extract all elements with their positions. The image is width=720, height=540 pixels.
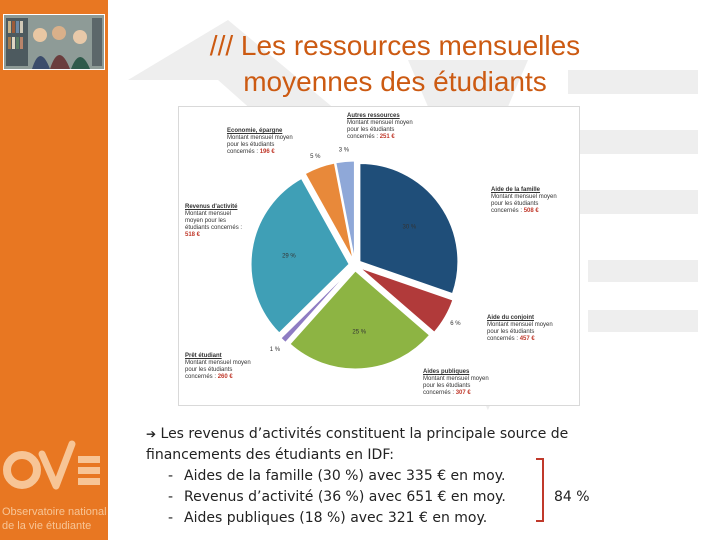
callout-conjoint-amount: 457 € <box>519 336 535 342</box>
logo-text-line1: Observatoire national <box>2 506 107 518</box>
callout-pret-l2: pour les étudiants <box>185 367 233 373</box>
callout-famille-amount: 508 € <box>523 208 539 214</box>
list-item: - Aides de la famille (30 %) avec 335 € en moy. <box>168 468 506 484</box>
callout-autres-l3: concernés : <box>347 134 380 140</box>
header-photo <box>3 14 105 70</box>
title-line-1: /// Les ressources mensuelles <box>209 30 581 61</box>
page-title <box>150 28 640 100</box>
callout-revenus-head: Revenus d'activité <box>185 204 238 210</box>
callout-revenus-l2: moyen pour les <box>185 218 227 224</box>
callout-autres-l2: pour les étudiants <box>347 127 395 133</box>
pie-label-6: 3 % <box>338 147 350 154</box>
students-photo-illustration <box>4 15 104 69</box>
callout-conjoint <box>487 315 553 343</box>
summary-bracket <box>536 458 544 522</box>
summary-item-publiques: Aides publiques (18 %) avec 321 € en moy. <box>184 510 488 526</box>
callout-revenus-amount: 518 € <box>185 232 201 238</box>
callout-pret-head: Prêt étudiant <box>185 353 222 359</box>
callout-conjoint-l3: concernés : <box>487 336 520 342</box>
arrow-right-icon: ➔ <box>146 427 157 441</box>
list-item: - Aides publiques (18 %) avec 321 € en moy. <box>168 510 488 526</box>
summary-intro-line1: Les revenus d’activités constituent la principale source de <box>160 426 569 442</box>
callout-conjoint-l1: Montant mensuel moyen <box>487 322 553 328</box>
summary-item-famille: Aides de la famille (30 %) avec 335 € en moy. <box>184 468 506 484</box>
callout-economie-head: Economie, épargne <box>227 128 283 134</box>
pie-label-3: 1 % <box>269 346 281 353</box>
callout-conjoint-head: Aide du conjoint <box>487 315 534 321</box>
callout-pret-amount: 260 € <box>217 374 233 380</box>
pie-label-2: 25 % <box>352 329 367 336</box>
callout-autres-l1: Montant mensuel moyen <box>347 120 413 126</box>
summary-intro <box>146 424 606 445</box>
summary-item-revenus: Revenus d’activité (36 %) avec 651 € en moy. <box>184 489 506 505</box>
callout-autres-head: Autres ressources <box>347 113 400 119</box>
callout-famille-l1: Montant mensuel moyen <box>491 194 557 200</box>
callout-publiques-l1: Montant mensuel moyen <box>423 376 489 382</box>
callout-revenus-l1: Montant mensuel <box>185 211 232 217</box>
callout-publiques <box>423 369 489 397</box>
callout-famille <box>491 187 557 215</box>
summary-total: 84 % <box>554 489 590 505</box>
callout-conjoint-l2: pour les étudiants <box>487 329 535 335</box>
callout-autres-amount: 251 € <box>379 134 395 140</box>
ove-logo-mark <box>0 430 108 504</box>
list-item: - Revenus d’activité (36 %) avec 651 € en moy. <box>168 489 506 505</box>
pie-chart-frame <box>178 106 580 406</box>
callout-economie <box>227 128 293 156</box>
sidebar <box>0 0 108 540</box>
summary-intro-line2: financements des étudiants en IDF: <box>146 447 395 463</box>
callout-publiques-head: Aides publiques <box>423 369 470 375</box>
callout-revenus <box>185 204 242 239</box>
callout-pret-l3: concernés : <box>185 374 218 380</box>
pie-label-5: 5 % <box>310 153 321 160</box>
callout-economie-l3: concernés : <box>227 149 260 155</box>
pie-label-4: 29 % <box>282 253 296 260</box>
callout-pret <box>185 353 251 381</box>
callout-pret-l1: Montant mensuel moyen <box>185 360 251 366</box>
title-line-2: moyennes des étudiants <box>243 66 547 97</box>
callout-economie-l2: pour les étudiants <box>227 142 275 148</box>
callout-economie-l1: Montant mensuel moyen <box>227 135 293 141</box>
callout-famille-l3: concernés : <box>491 208 524 214</box>
ove-logo <box>0 430 108 540</box>
callout-famille-l2: pour les étudiants <box>491 201 539 207</box>
logo-text-line2: de la vie étudiante <box>2 520 92 532</box>
callout-publiques-amount: 307 € <box>455 390 471 396</box>
callout-publiques-l2: pour les étudiants <box>423 383 471 389</box>
callout-economie-amount: 196 € <box>259 149 275 155</box>
callout-revenus-l3: étudiants concernés : <box>185 225 243 231</box>
pie-label-1: 6 % <box>450 321 461 327</box>
pie-label-0: 30 % <box>402 224 417 231</box>
callout-autres <box>347 113 413 141</box>
callout-famille-head: Aide de la famille <box>491 187 541 193</box>
callout-publiques-l3: concernés : <box>423 390 456 396</box>
